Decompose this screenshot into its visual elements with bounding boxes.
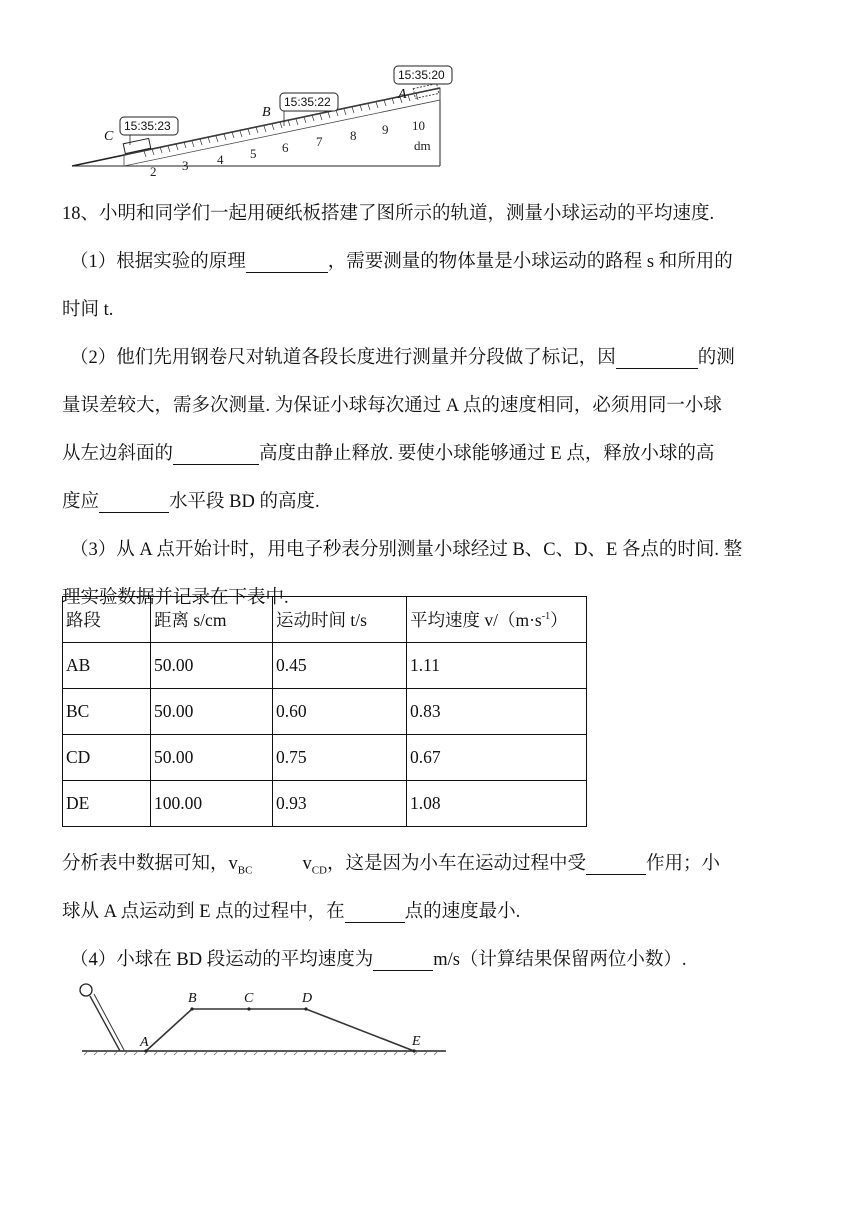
table-cell: 50.00 (151, 735, 273, 781)
timer-b: 15:35:22 (284, 95, 331, 109)
table-cell: 50.00 (151, 643, 273, 689)
velocity-header-exponent: -1 (541, 611, 551, 623)
tick-label: 7 (316, 134, 323, 149)
tick-label: 10 (412, 118, 425, 133)
analysis-text-a: 分析表中数据可知，v (62, 854, 238, 874)
question-part-2-cont (62, 430, 792, 478)
tick-label: 9 (382, 122, 389, 137)
p2-text-b: 的测 (697, 348, 735, 368)
tick-label: 6 (282, 140, 289, 155)
table-cell: 0.60 (273, 689, 407, 735)
velocity-header-close: ） (550, 610, 568, 630)
table-cell: 0.75 (273, 735, 407, 781)
point-label-b: B (262, 105, 271, 120)
p2-text-d: 从左边斜面的 (62, 444, 174, 464)
table-cell: 0.67 (407, 735, 587, 781)
v-cd-subscript: CD (311, 864, 327, 877)
p2-text-e: 高度由静止释放. 要使小球能够通过 E 点，释放小球的高 (259, 444, 715, 464)
p2-text-g: 水平段 BD 的高度. (169, 492, 320, 512)
tick-label: 8 (350, 128, 357, 143)
point-label-d: D (302, 991, 313, 1006)
velocity-header: 平均速度 v/（m·s (410, 610, 542, 630)
question-part-4 (62, 936, 792, 984)
table-cell: BC (63, 689, 151, 735)
analysis-text-b: v (302, 854, 312, 874)
v-bc-subscript: BC (237, 864, 253, 877)
table-row (63, 781, 587, 827)
table-cell: 0.45 (273, 643, 407, 689)
tick-label: 2 (150, 164, 157, 176)
answer-blank-compare-height[interactable] (99, 486, 169, 513)
point-label-a: A (140, 1035, 149, 1050)
table-row (63, 735, 587, 781)
question-text-lower (62, 840, 792, 984)
p2-text-a: （2）他们先用钢卷尺对轨道各段长度进行测量并分段做了标记，因 (70, 348, 616, 368)
p3-text-b: 理实验数据并记录在下表中. (62, 588, 289, 608)
point-label-a: A (398, 87, 407, 102)
analysis-text-d: 作用；小 (646, 854, 721, 874)
table-row (63, 689, 587, 735)
p1-text-c: 时间 t. (62, 300, 114, 320)
question-part-2-end (62, 478, 792, 526)
table-cell: 1.11 (407, 643, 587, 689)
tick-label: 3 (182, 158, 189, 173)
tick-label: 4 (217, 152, 224, 167)
analysis-line-1 (62, 840, 792, 888)
answer-blank-error[interactable] (616, 342, 698, 369)
question-intro: 18、小明和同学们一起用硬纸板搭建了图所示的轨道，测量小球运动的平均速度. (62, 204, 715, 224)
table-header-row (63, 597, 587, 643)
analysis-text-e: 球从 A 点运动到 E 点的过程中，在 (62, 902, 345, 922)
table-header-cell: 运动时间 t/s (273, 597, 407, 643)
table-header-cell: 距离 s/cm (151, 597, 273, 643)
cart-at-c (123, 138, 151, 153)
p2-text-f: 度应 (62, 492, 100, 512)
p4-text-a: （4）小球在 BD 段运动的平均速度为 (70, 950, 374, 970)
p3-text-a: （3）从 A 点开始计时，用电子秒表分别测量小球经过 B、C、D、E 各点的时间. 整 (70, 540, 743, 560)
p2-text-c: 量误差较大，需多次测量. 为保证小球每次通过 A 点的速度相同，必须用同一小球 (62, 396, 722, 416)
track-figure (78, 980, 450, 1060)
p1-text-a: （1）根据实验的原理 (70, 252, 246, 272)
tick-label: 5 (250, 146, 257, 161)
table-cell: 100.00 (151, 781, 273, 827)
p4-text-b: m/s（计算结果保留两位小数）. (433, 950, 687, 970)
table-header-cell: 路段 (63, 597, 151, 643)
table-cell: DE (63, 781, 151, 827)
analysis-text-c: ，这是因为小车在运动过程中受 (326, 854, 586, 874)
question-part-1 (62, 238, 792, 286)
ball-icon (80, 984, 92, 996)
answer-blank-principle[interactable] (246, 246, 328, 273)
answer-blank-height[interactable] (173, 438, 259, 465)
answer-blank-bd-speed[interactable] (373, 944, 433, 971)
point-label-b: B (188, 991, 197, 1006)
table-cell: 50.00 (151, 689, 273, 735)
question-part-2 (62, 334, 792, 382)
table-header-cell (407, 597, 587, 643)
question-text-upper (62, 190, 792, 622)
table-cell: 0.93 (273, 781, 407, 827)
point-label-c: C (104, 129, 114, 144)
table-cell: CD (63, 735, 151, 781)
p1-text-b: ，需要测量的物体量是小球运动的路程 s 和所用的 (327, 252, 733, 272)
point-label-c: C (244, 991, 254, 1006)
table-cell: 1.08 (407, 781, 587, 827)
unit-label: dm (414, 138, 431, 153)
answer-blank-force[interactable] (586, 848, 646, 875)
table-cell: AB (63, 643, 151, 689)
point-label-e: E (412, 1034, 421, 1049)
data-table (62, 596, 587, 827)
analysis-line-2 (62, 888, 792, 936)
timer-a: 15:35:20 (398, 68, 445, 82)
table-cell: 0.83 (407, 689, 587, 735)
answer-blank-min-point[interactable] (345, 896, 405, 923)
table-row (63, 643, 587, 689)
analysis-text-f: 点的速度最小. (404, 902, 521, 922)
incline-ruler-figure (64, 58, 454, 176)
timer-c: 15:35:23 (124, 119, 171, 133)
